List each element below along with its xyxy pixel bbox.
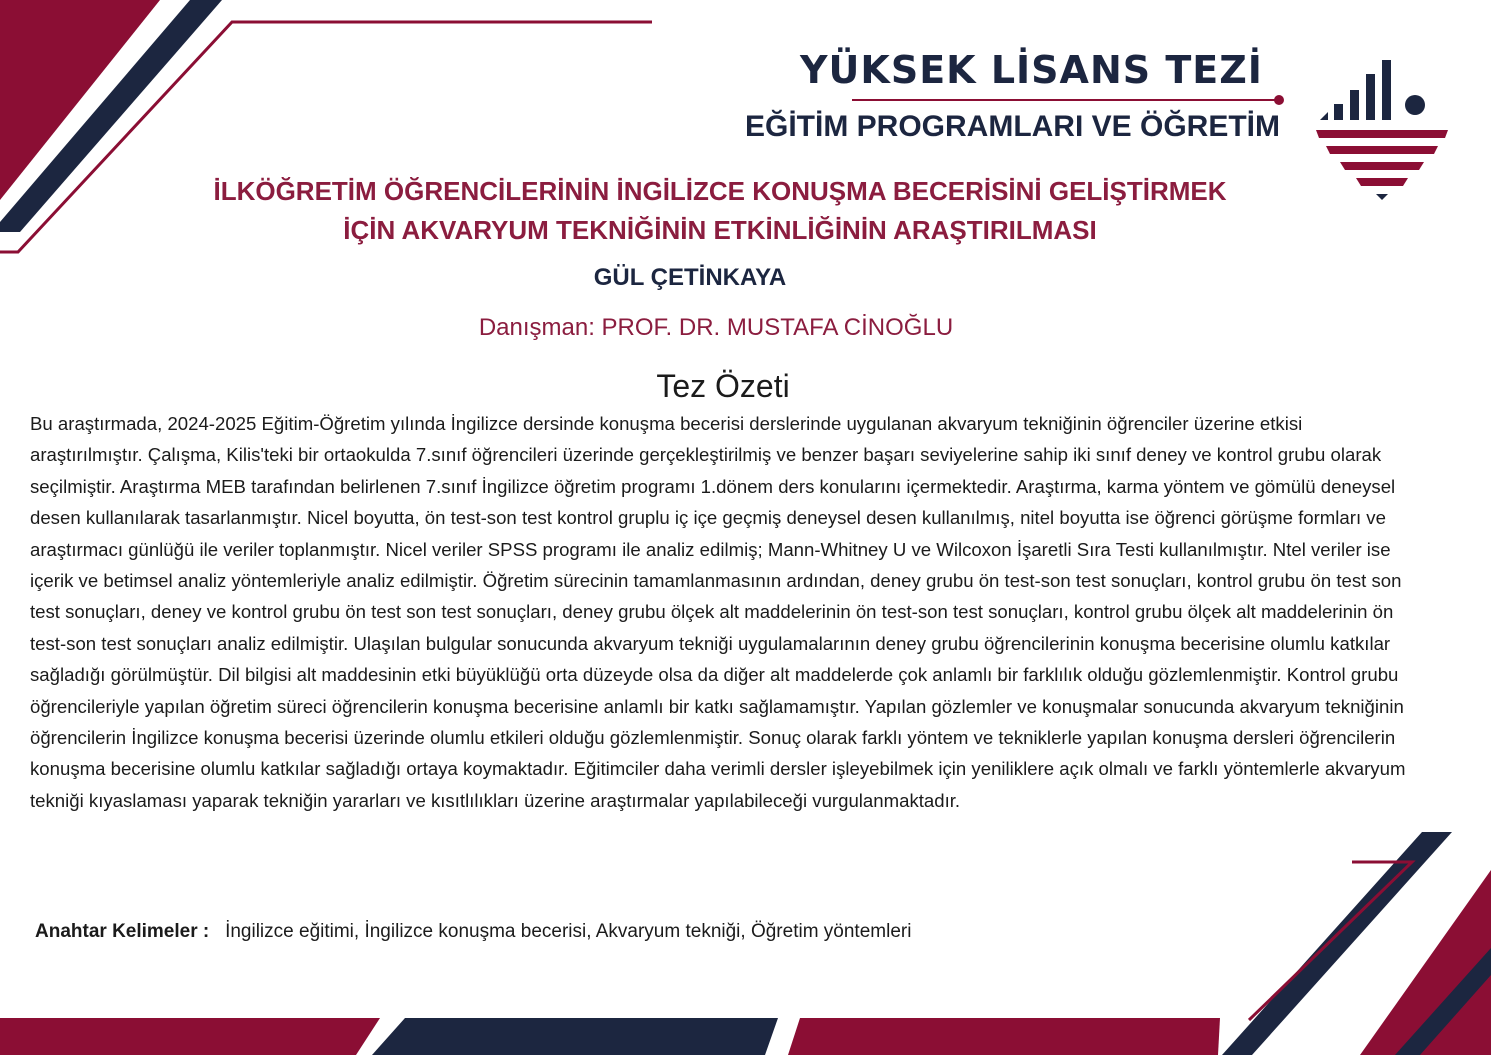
thesis-title	[60, 172, 1380, 250]
keywords-label: Anahtar Kelimeler :	[35, 921, 210, 942]
thesis-title-line-1: İLKÖĞRETİM ÖĞRENCİLERİNİN İNGİLİZCE KONUŞMA BECERİSİNİ GELİŞTİRMEK	[213, 176, 1227, 206]
heading-underline-dot	[1274, 95, 1284, 105]
author-name: GÜL ÇETİNKAYA	[593, 264, 787, 291]
bottom-crimson-band-mid	[788, 1018, 1220, 1055]
summary-heading: Tez Özeti	[656, 368, 790, 404]
advisor-name: Danışman: PROF. DR. MUSTAFA CİNOĞLU	[478, 314, 954, 341]
keywords-row	[35, 921, 1235, 943]
document-type-heading: YÜKSEK LİSANS TEZİ	[800, 48, 1263, 92]
bottom-right-red-line	[1249, 862, 1412, 1020]
top-left-crimson-shape	[0, 0, 160, 200]
abstract-text: Bu araştırmada, 2024-2025 Eğitim-Öğretim yılında İngilizce dersinde konuşma becerisi derslerinde uygulanan akvaryum tekniğinin öğrenciler üzerine etkisi araştırılmıştır. Çalışma, Kilis'teki bir ortaokulda 7.sınıf öğrencileri üzerinde gerçekleştirilmiş ve benzer başarı seviyelerine sahip iki sınıf deney ve kontrol grubu olarak seçilmiştir. Araştırma MEB tarafından belirlenen 7.sınıf İngilizce öğretim programı 1.dönem ders konularını içermektedir. Araştırma, karma yöntem ve gömülü deneysel desen kullanılarak tasarlanmıştır. Nicel boyutta, ön test-son test kontrol gruplu iç içe geçmiş deneysel desen kullanılmış, nitel boyutta ise öğrenci görüşme formları ve araştırmacı günlüğü ile veriler toplanmıştır. Nicel veriler SPSS programı ile analiz edilmiş; Mann-Whitney U ve Wilcoxon İşaretli Sıra Testi kullanılmıştır. Ntel veriler ise içerik ve betimsel analiz yöntemleriyle analiz edilmiştir. Öğretim sürecinin tamamlanmasının ardından, deney grubu ön test-son test sonuçları, kontrol grubu ön test son test sonuçları, deney ve kontrol grubu ön test son test sonuçları, deney grubu ölçek alt maddelerinin ön test-son test sonuçları, kontrol grubu ölçek alt maddelerinin ön test-son test sonuçları analiz edilmiştir. Ulaşılan bulgular sonucunda akvaryum tekniği uygulamalarının deney grubu öğrencilerinin konuşma becerisine olumlu katkılar sağladığı görülmüştür. Dil bilgisi alt maddesinin etki büyüklüğü orta düzeyde olsa da diğer alt maddelerde çok anlamlı bir farklılık olduğu gözlemlenmiştir. Kontrol grubu öğrencileriyle yapılan öğretim süreci öğrencilerin konuşma becerisine anlamlı bir katkı sağlamamıştır. Yapılan gözlemler ve konuşmalar sonucunda akvaryum tekniğinin öğrencilerin İngilizce konuşma becerisi üzerinde olumlu etkileri olduğu gözlemlenmiştir. Sonuç olarak farklı yöntem ve tekniklerle yapılan konuşma dersleri öğrencilerin konuşma becerisine olumlu katkılar sağladığı ortaya koymaktadır. Eğitimciler daha verimli dersler işleyebilmek için yeniliklere açık olmalı ve farklı yöntemlerle akvaryum tekniği kıyaslaması yaparak tekniğin yararları ve kısıtlılıkları üzerine araştırmalar yapılabileceği vurgulanmaktadır.	[30, 413, 1406, 811]
bottom-crimson-band-left	[0, 1018, 380, 1055]
department-name: EĞİTİM PROGRAMLARI VE ÖĞRETİM	[744, 110, 1280, 143]
keywords-list: İngilizce eğitimi, İngilizce konuşma becerisi, Akvaryum tekniği, Öğretim yöntemleri	[225, 921, 912, 942]
thesis-title-line-2: İÇİN AKVARYUM TEKNİĞİNİN ETKİNLİĞİNİN ARAŞTIRILMASI	[343, 215, 1097, 245]
bottom-navy-band	[372, 1018, 778, 1055]
